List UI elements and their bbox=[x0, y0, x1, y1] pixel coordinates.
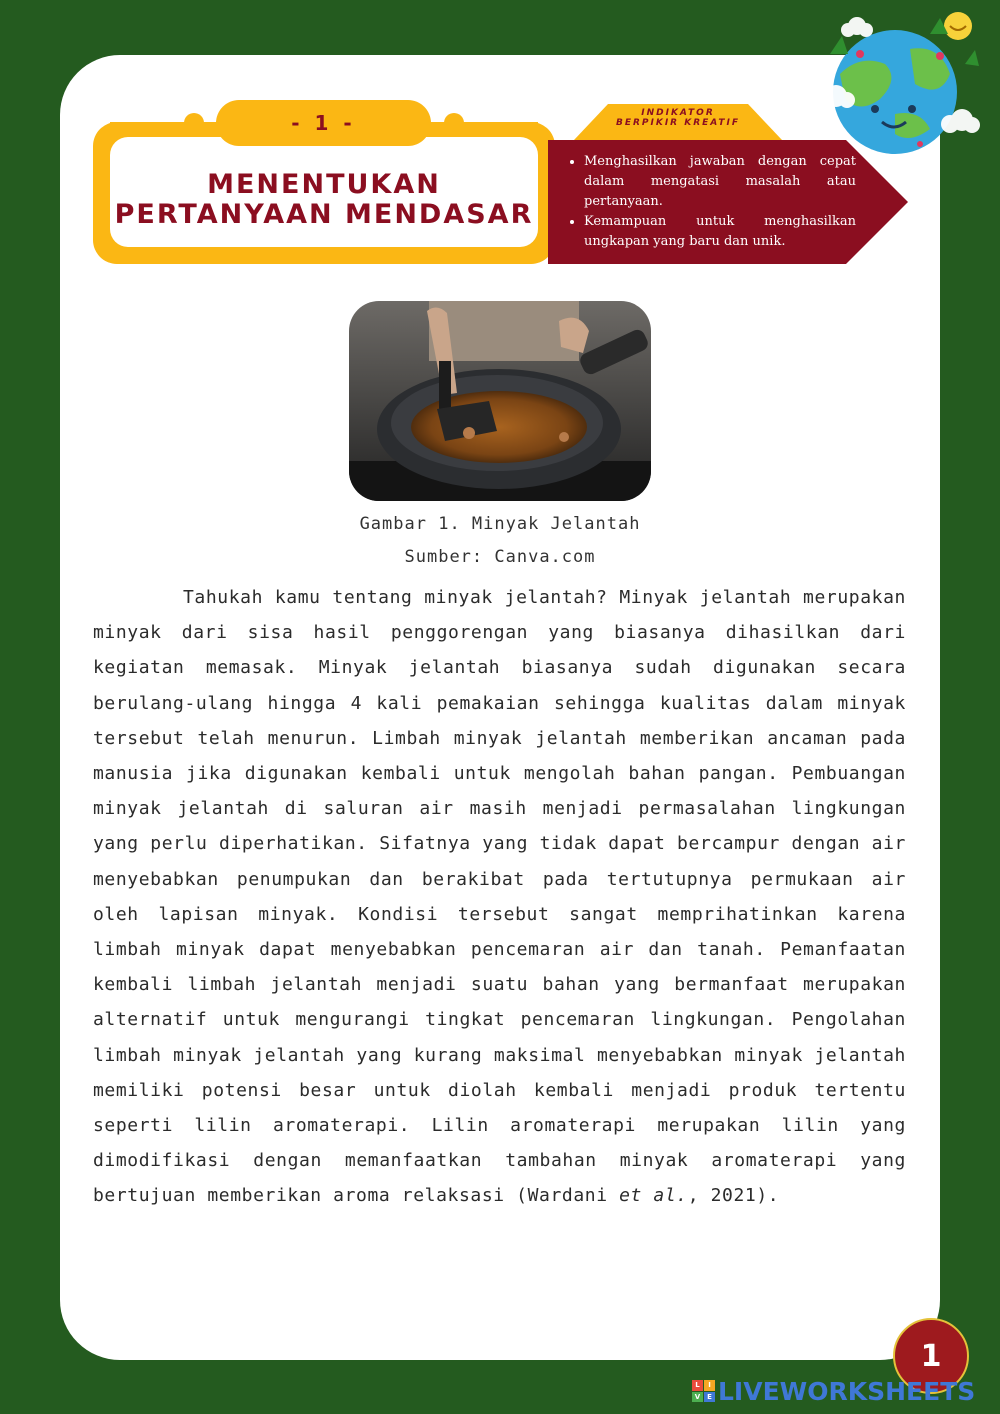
connector-dot-left bbox=[184, 113, 204, 133]
body-text-italic: et al. bbox=[619, 1185, 688, 1207]
indicator-tab-label bbox=[574, 108, 782, 128]
indicator-item: • Kemampuan untuk menghasilkan ungkapan yang baru dan unik. bbox=[584, 212, 856, 252]
body-text-end: , 2021). bbox=[687, 1185, 780, 1207]
frying-pan-photo bbox=[349, 301, 651, 501]
earth-decoration-icon bbox=[800, 4, 990, 154]
body-paragraph bbox=[93, 580, 906, 1214]
badge-letter: E bbox=[704, 1392, 715, 1403]
indicator-tab-line-2: BERPIKIR KREATIF bbox=[615, 118, 741, 128]
title-box bbox=[110, 137, 538, 247]
liveworksheets-logo[interactable] bbox=[692, 1376, 975, 1406]
indicator-item: • Menghasilkan jawaban dengan cepat dalam mengatasi masalah atau pertanyaan. bbox=[584, 152, 856, 212]
figure-caption: Gambar 1. Minyak Jelantah bbox=[359, 514, 641, 534]
indicator-tab-line-1: INDIKATOR bbox=[641, 108, 715, 118]
body-text-main: Tahukah kamu tentang minyak jelantah? Minyak jelantah merupakan minyak dari sisa hasil penggorengan yang biasanya dihasilkan dari kegiatan memasak. Minyak jelantah biasanya sudah digunakan secara berulang-ulang hingga 4 kali pemakaian sehingga kualitas dalam minyak tersebut telah menurun. Limbah minyak jelantah memberikan ancaman pada manusia jika digunakan kembali untuk mengolah bahan pangan. Pembuangan minyak jelantah di saluran air masih menjadi permasalahan lingkungan yang perlu diperhatikan. Sifatnya yang tidak dapat bercampur dengan air menyebabkan penumpukan dan berakibat pada tertutupnya permukaan air oleh lapisan minyak. Kondisi tersebut sangat memprihatinkan karena limbah minyak dapat menyebabkan pencemaran air dan tanah. Pemanfaatan kembali limbah jelantah menjadi suatu bahan yang bermanfaat merupakan alternatif untuk mengurangi tingkat pencemaran lingkungan. Pengolahan limbah minyak jelantah yang kurang maksimal menyebabkan minyak jelantah memiliki potensi besar untuk diolah kembali menjadi produk tertentu seperti lilin aromaterapi. Lilin aromaterapi merupakan lilin yang dimodifikasi dengan memanfaatkan tambahan minyak aromaterapi yang bertujuan memberikan aroma relaksasi (Wardani bbox=[93, 587, 906, 1207]
badge-letter: I bbox=[704, 1380, 715, 1391]
connector-line-left bbox=[110, 122, 194, 124]
badge-letter: V bbox=[692, 1392, 703, 1403]
indicator-list bbox=[566, 152, 856, 252]
connector-line-right bbox=[455, 122, 538, 124]
liveworksheets-wordmark: LIVEWORKSHEETS bbox=[718, 1376, 976, 1406]
figure-source: Sumber: Canva.com bbox=[404, 547, 596, 567]
page-number: 1 bbox=[893, 1318, 969, 1394]
connector-dot-right bbox=[444, 113, 464, 133]
liveworksheets-badge-icon bbox=[692, 1380, 714, 1402]
badge-letter: L bbox=[692, 1380, 703, 1391]
title-line-1: MENENTUKAN bbox=[207, 169, 441, 200]
page-title bbox=[115, 170, 534, 230]
section-number-pill: - 1 - bbox=[216, 100, 431, 146]
title-line-2: PERTANYAAN MENDASAR bbox=[114, 199, 534, 230]
